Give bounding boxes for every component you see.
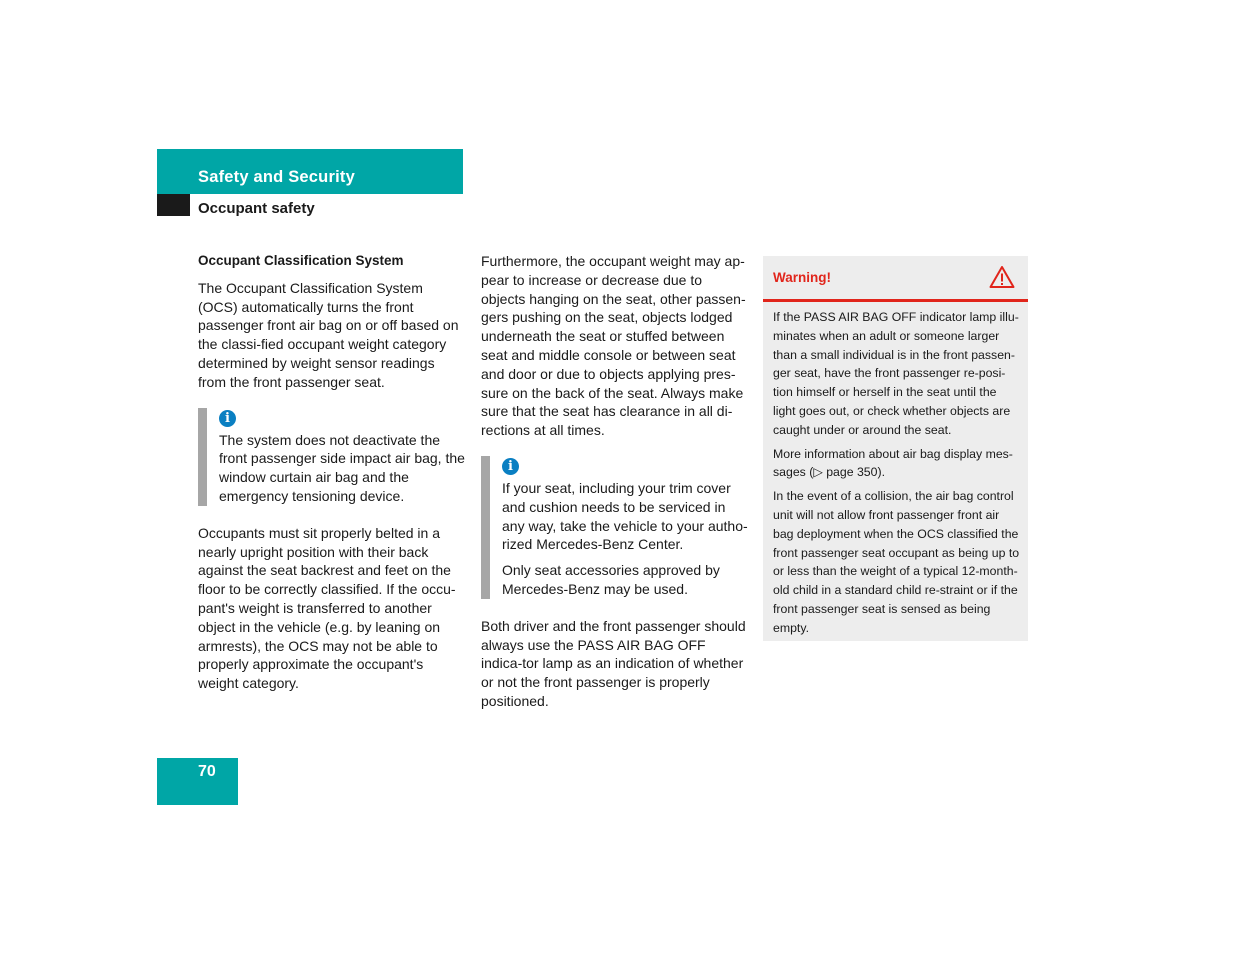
indicator-lamp-paragraph: Both driver and the front passenger should always use the PASS AIR BAG OFF indica-tor lamp as an indication of whether or not the front passenger is properly positioned.	[481, 617, 746, 709]
note-bar	[481, 456, 490, 599]
warning-paragraph-more-info: More information about air bag display mes-sages (▷ page 350).	[773, 446, 1013, 480]
note-text-service: If your seat, including your trim cover and cushion needs to be serviced in any way, take the vehicle to your autho-rized Mercedes-Benz Center.	[502, 479, 748, 553]
note-bar	[198, 408, 207, 506]
warning-paragraph-lamp: If the PASS AIR BAG OFF indicator lamp illu-minates when an adult or someone larger than a small individual is in the front passen-ger seat, have the front passenger re-posi-tion himself or herself in the seat until the light goes out, or check whether objects are caught under or around the seat.	[773, 310, 1019, 437]
subsection-title: Occupant safety	[198, 200, 315, 217]
column-middle	[481, 252, 749, 711]
warning-box	[763, 256, 1028, 641]
occupant-position-paragraph: Occupants must sit properly belted in a nearly upright position with their back against the seat backrest and feet on the floor to be correctly classified. If the occu-pant's weight is transferred to another object in the vehicle (e.g. by leaning on armrests), the OCS may not be able to properly approximate the occupant's weight category.	[198, 524, 456, 692]
warning-body	[763, 302, 1028, 638]
info-icon: i	[219, 410, 236, 427]
column-left	[198, 252, 466, 693]
info-note-airbag	[198, 408, 466, 506]
warning-label: Warning!	[773, 270, 831, 285]
info-icon: i	[502, 458, 519, 475]
note-text: The system does not deactivate the front passenger side impact air bag, the window curtain air bag and the emergency tensioning device.	[219, 431, 465, 504]
info-note-seat-service	[481, 456, 749, 599]
warning-triangle-icon	[989, 265, 1015, 289]
page-number: 70	[198, 763, 216, 780]
note-text-accessories: Only seat accessories approved by Mercedes-Benz may be used.	[502, 562, 720, 597]
weight-change-paragraph: Furthermore, the occupant weight may ap-pear to increase or decrease due to objects hanging on the seat, other passen-gers pushing on the seat, objects lodged underneath the seat or stuffed between seat and middle console or between seat and door or due to objects applying pres-sure on the back of the seat. Always make sure that the seat has clearance in all di-rections at all times.	[481, 253, 746, 439]
section-title: Safety and Security	[198, 168, 355, 186]
warning-paragraph-collision: In the event of a collision, the air bag control unit will not allow front passenger front air bag deployment when the OCS classified the front passenger seat occupant as being up to or less than the weight of a typical 12-month-old child in a standard child re-straint or if the front passenger seat is sensed as being empty.	[773, 489, 1020, 635]
warning-header	[763, 256, 1028, 302]
ocs-heading: Occupant Classification System	[198, 253, 404, 268]
subsection-marker	[157, 194, 190, 216]
ocs-intro-paragraph: The Occupant Classification System (OCS) automatically turns the front passenger front air bag on or off based on the classi-fied occupant weight category determined by weight sensor readings from the front passenger seat.	[198, 279, 459, 390]
